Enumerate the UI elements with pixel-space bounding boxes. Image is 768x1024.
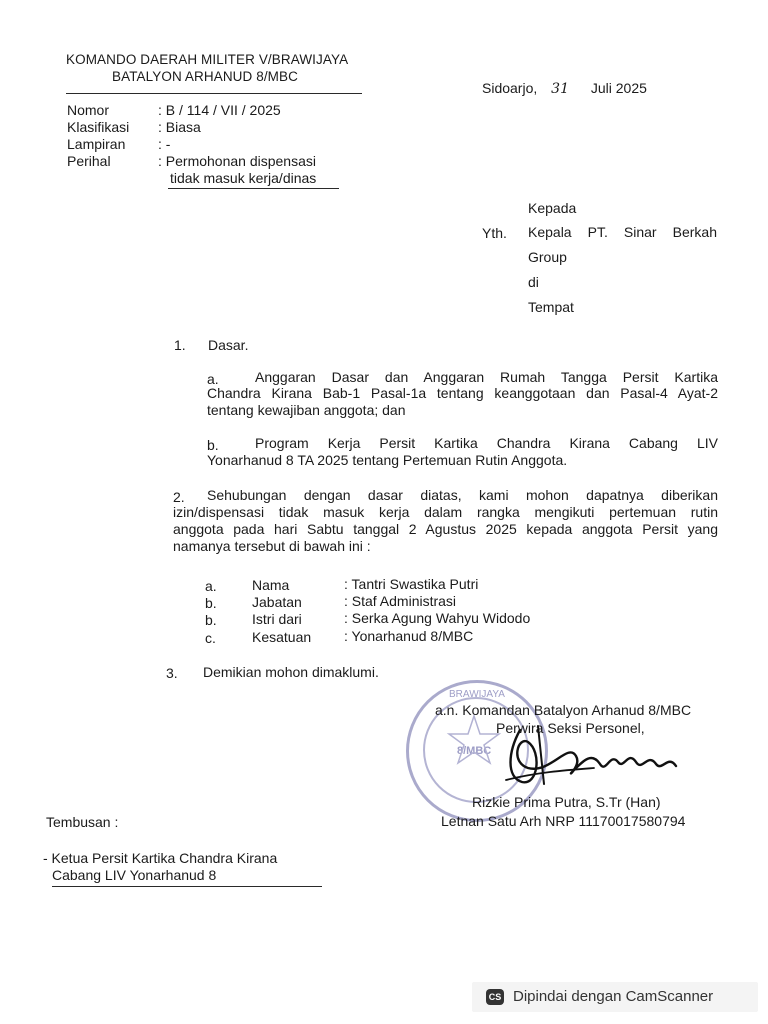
signature-line1: a.n. Komandan Batalyon Arhanud 8/MBC [435, 702, 692, 718]
person-letter: c. [205, 630, 216, 646]
person-letter: a. [205, 578, 217, 594]
p2-line2: izin/dispensasi tidak masuk kerja dalam rangka mengikuti pertemuan rutin [173, 504, 718, 520]
perihal-value-1: : Permohonan dispensasi [158, 153, 316, 169]
signatory-rank: Letnan Satu Arh NRP 11170017580794 [441, 813, 686, 829]
p1-title: Dasar. [208, 337, 249, 353]
date-month-year: Juli 2025 [590, 80, 647, 96]
camscanner-footer [472, 982, 758, 1012]
person-label: Kesatuan [252, 629, 312, 645]
camscanner-logo-icon: CS [486, 989, 504, 1005]
p1-number: 1. [174, 337, 186, 353]
date-day: 31 [551, 81, 569, 97]
tembusan-label: Tembusan : [46, 814, 119, 830]
person-label: Istri dari [252, 611, 302, 627]
tembusan-underline [52, 886, 322, 887]
klasifikasi-label: Klasifikasi [67, 119, 130, 135]
p1b-line1: Program Kerja Persit Kartika Chandra Kirana Cabang LIV [255, 435, 718, 451]
p3-number: 3. [166, 665, 178, 681]
tembusan-line1: - Ketua Persit Kartika Chandra Kirana [43, 850, 278, 866]
place-city: Sidoarjo, [482, 80, 538, 96]
p2-line4: namanya tersebut di bawah ini : [173, 538, 371, 554]
p2-line1: Sehubungan dengan dasar diatas, kami mohon dapatnya diberikan [207, 487, 718, 503]
perihal-underline [168, 188, 339, 189]
recipient-kepada: Kepada [528, 200, 577, 216]
person-value: : Tantri Swastika Putri [344, 576, 479, 592]
person-value: : Serka Agung Wahyu Widodo [344, 610, 531, 626]
p1a-line2: Chandra Kirana Bab-1 Pasal-1a tentang keanggotaan dan Pasal-4 Ayat-2 [207, 385, 718, 401]
recipient-line3: di [528, 274, 539, 290]
p3-text: Demikian mohon dimaklumi. [203, 664, 379, 680]
nomor-value: : B / 114 / VII / 2025 [158, 102, 281, 118]
stamp-text-mid: 8/MBC [457, 745, 492, 757]
signatory-name: Rizkie Prima Putra, S.Tr (Han) [472, 794, 661, 810]
signature-line2: Perwira Seksi Personel, [496, 720, 645, 736]
lampiran-value: : - [158, 136, 171, 152]
recipient-yth: Yth. [482, 225, 507, 241]
lampiran-label: Lampiran [67, 136, 126, 152]
person-label: Nama [252, 577, 290, 593]
p1a-letter: a. [207, 371, 219, 387]
p2-line3: anggota pada hari Sabtu tanggal 2 Agustus 2025 kepada anggota Persit yang [173, 521, 718, 537]
p1b-letter: b. [207, 437, 219, 453]
person-value: : Staf Administrasi [344, 593, 457, 609]
person-letter: b. [205, 612, 217, 628]
perihal-label: Perihal [67, 153, 111, 169]
nomor-label: Nomor [67, 102, 110, 118]
person-letter: b. [205, 595, 217, 611]
recipient-line2: Group [528, 249, 567, 265]
perihal-value-2: tidak masuk kerja/dinas [170, 170, 317, 186]
recipient-line4: Tempat [528, 299, 574, 315]
person-value: : Yonarhanud 8/MBC [344, 628, 474, 644]
klasifikasi-value: : Biasa [158, 119, 201, 135]
header-unit-line1: KOMANDO DAERAH MILITER V/BRAWIJAYA [66, 52, 349, 67]
header-underline [66, 93, 362, 94]
camscanner-text: Dipindai dengan CamScanner [513, 988, 714, 1005]
header-unit-line2: BATALYON ARHANUD 8/MBC [112, 69, 298, 84]
p1a-line1: Anggaran Dasar dan Anggaran Rumah Tangga Persit Kartika [255, 369, 718, 385]
p1b-line2: Yonarhanud 8 TA 2025 tentang Pertemuan Rutin Anggota. [207, 452, 568, 468]
p1a-line3: tentang kewajiban anggota; dan [207, 402, 406, 418]
tembusan-line2: Cabang LIV Yonarhanud 8 [52, 867, 217, 883]
p2-number: 2. [173, 489, 185, 505]
recipient-line1: Kepala PT. Sinar Berkah [528, 224, 717, 240]
place-date [482, 80, 647, 97]
handwritten-signature [498, 722, 682, 792]
person-label: Jabatan [252, 594, 302, 610]
stamp-text-top: BRAWIJAYA [449, 689, 505, 700]
